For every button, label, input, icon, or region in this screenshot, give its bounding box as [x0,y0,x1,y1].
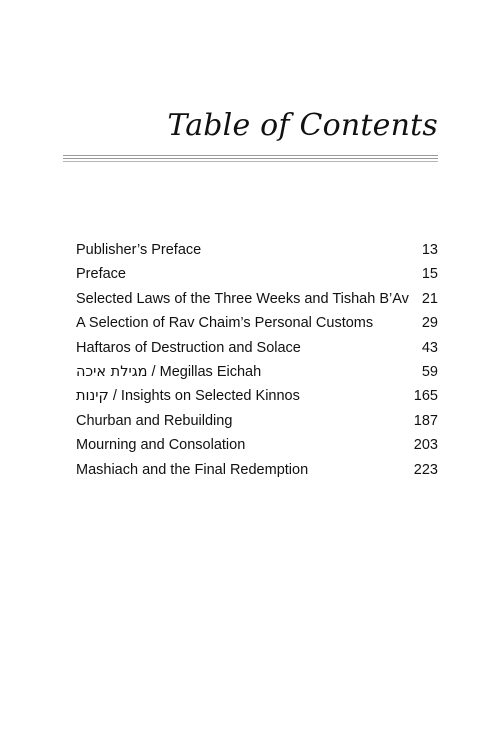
toc-entry-page: 15 [421,266,438,283]
toc-entry-page: 223 [413,461,438,478]
toc-entry-hebrew: מגילת איכה [76,363,148,380]
toc-entry [76,287,438,311]
toc-entry-title: Selected Laws of the Three Weeks and Tishah B’Av [76,290,409,307]
toc-entry [76,262,438,286]
toc-entry [76,360,438,384]
toc-entry-page: 43 [421,339,438,356]
toc-entry-title: Mourning and Consolation [76,437,246,454]
toc-entry-page: 21 [421,290,438,307]
toc-entry-english: / Megillas Eichah [147,363,262,380]
toc-entry-title: Churban and Rebuilding [76,412,233,429]
toc-entry [76,433,438,457]
toc-entry [76,311,438,335]
toc-entry-page: 29 [421,315,438,332]
toc-entry-english: / Insights on Selected Kinnos [108,388,300,405]
toc-entry-page: 13 [421,242,438,258]
toc-entry-hebrew: קינות [76,388,109,405]
table-of-contents [76,238,438,482]
toc-entry [76,384,438,408]
title-rule-top [63,155,438,156]
title-rule-bottom [63,161,438,162]
title-rule-middle [63,158,438,159]
toc-entry [76,458,438,482]
toc-entry-title [76,384,300,408]
toc-entry-page: 165 [413,388,438,405]
toc-entry-title: Mashiach and the Final Redemption [76,461,309,478]
toc-entry-page: 59 [421,363,438,380]
toc-entry-title [76,360,261,384]
toc-entry [76,238,438,262]
toc-entry [76,336,438,360]
toc-entry-title: Preface [76,266,126,283]
toc-entry-page: 203 [413,437,438,454]
toc-entry [76,409,438,433]
toc-entry-title: A Selection of Rav Chaim’s Personal Customs [76,315,374,332]
page-title: Table of Contents [167,108,438,143]
toc-entry-title: Haftaros of Destruction and Solace [76,339,301,356]
toc-entry-title: Publisher’s Preface [76,242,202,258]
toc-entry-page: 187 [413,412,438,429]
